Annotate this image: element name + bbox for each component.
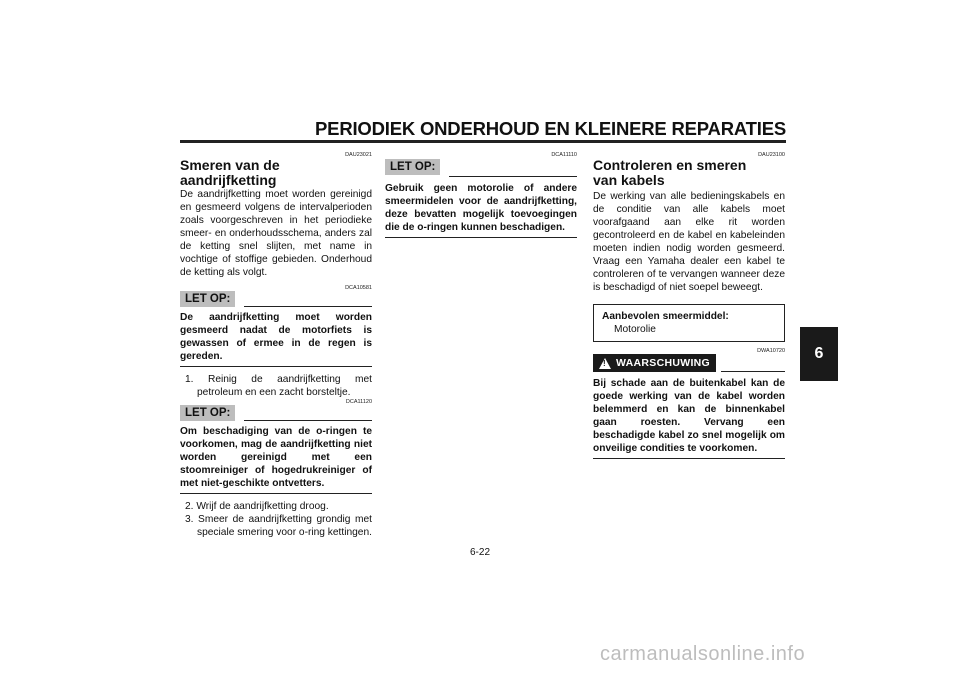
column-3 [593,152,785,459]
notice-text: Gebruik geen motorolie of andere smeermidelen voor de aandrijfketting, deze bevatten mogelijk toevoegingen die de o-ringen kunnen beschadigen. [385,183,577,233]
list-item: 3. Smeer de aandrijfketting grondig met speciale smering voor o-ring kettingen. [185,514,372,538]
header-rule [180,140,786,143]
warning-header [593,354,785,372]
warning-code: DWA10720 [757,348,785,354]
notice-header [385,152,577,174]
warning-label: WAARSCHUWING [616,357,711,369]
page-header-title: PERIODIEK ONDERHOUD EN KLEINERE REPARATIES [315,118,786,139]
lubricant-box [593,304,785,342]
warning-text: Bij schade aan de buitenkabel kan de goede werking van de kabel worden belemmerd en kan de binnenkabel gaan roesten. Vervang een beschadigde kabel zo snel mogelijk om onveilige condities te voorkomen. [593,378,785,454]
page-number: 6-22 [469,547,490,558]
notice-2-text: Om beschadiging van de o-ringen te voorkomen, mag de aandrijfketting niet worden gereinigd met een stoomreiniger of hogedrukreiniger of met niet-geschikte ontvetters. [180,426,372,489]
notice-badge: LET OP: [180,405,235,421]
warning-underline [721,371,785,372]
watermark: carmanualsonline.info [600,643,806,665]
lubricant-box-title: Aanbevolen smeermiddel: [602,311,729,322]
section-intro: De werking van alle bedieningskabels en de conditie van alle kabels moet voorafgaand aan elke rit worden gecontroleerd en de kabel en kabeleinden moeten indien nodig worden gesmeerd. Vraag een Yamaha dealer een kabel te controleren of te vervangen wanneer deze is beschadigd of niet soepel beweegt. [593,191,785,293]
list-item: 2. Wrijf de aandrijfketting droog. [185,501,329,512]
notice-2-header [180,399,372,421]
notice-underline [244,420,372,421]
lubricant-box-value: Motorolie [614,324,656,335]
list-item: 1. Reinig de aandrijfketting met petroleum en een zacht borsteltje. [185,374,372,398]
notice-badge: LET OP: [385,159,440,175]
notice-1-header [180,285,372,307]
section-code: DAU23021 [345,152,372,158]
warning-triangle-icon: ! [599,358,611,369]
notice-underline [449,176,577,177]
notice-code: DCA10581 [345,285,372,291]
notice-end-rule [385,237,577,238]
section-heading: Smeren van de aandrijfketting [180,157,280,188]
warning-end-rule [593,458,785,459]
notice-underline [244,306,372,307]
column-2 [385,152,577,238]
notice-code: DCA11110 [551,152,577,158]
section-intro: De aandrijfketting moet worden gereinigd en gesmeerd volgens de intervalperioden zoals voorgeschreven in het periodieke smeer- en onderhoudsschema, anders zal de ketting snel slijten, met name in vochtige of stoffige gebieden. Onderhoud de ketting als volgt. [180,189,372,278]
notice-badge: LET OP: [180,291,235,307]
notice-1-text: De aandrijfketting moet worden gesmeerd nadat de motorfiets is gewassen of ermee in de regen is gereden. [180,312,372,362]
notice-end-rule [180,366,372,367]
column-1 [180,152,372,539]
notice-end-rule [180,493,372,494]
notice-code: DCA11120 [345,399,372,405]
section-heading: Controleren en smeren van kabels [593,157,747,188]
warning-badge [593,354,716,372]
chapter-tab: 6 [800,327,838,381]
section-code: DAU23100 [758,152,785,158]
